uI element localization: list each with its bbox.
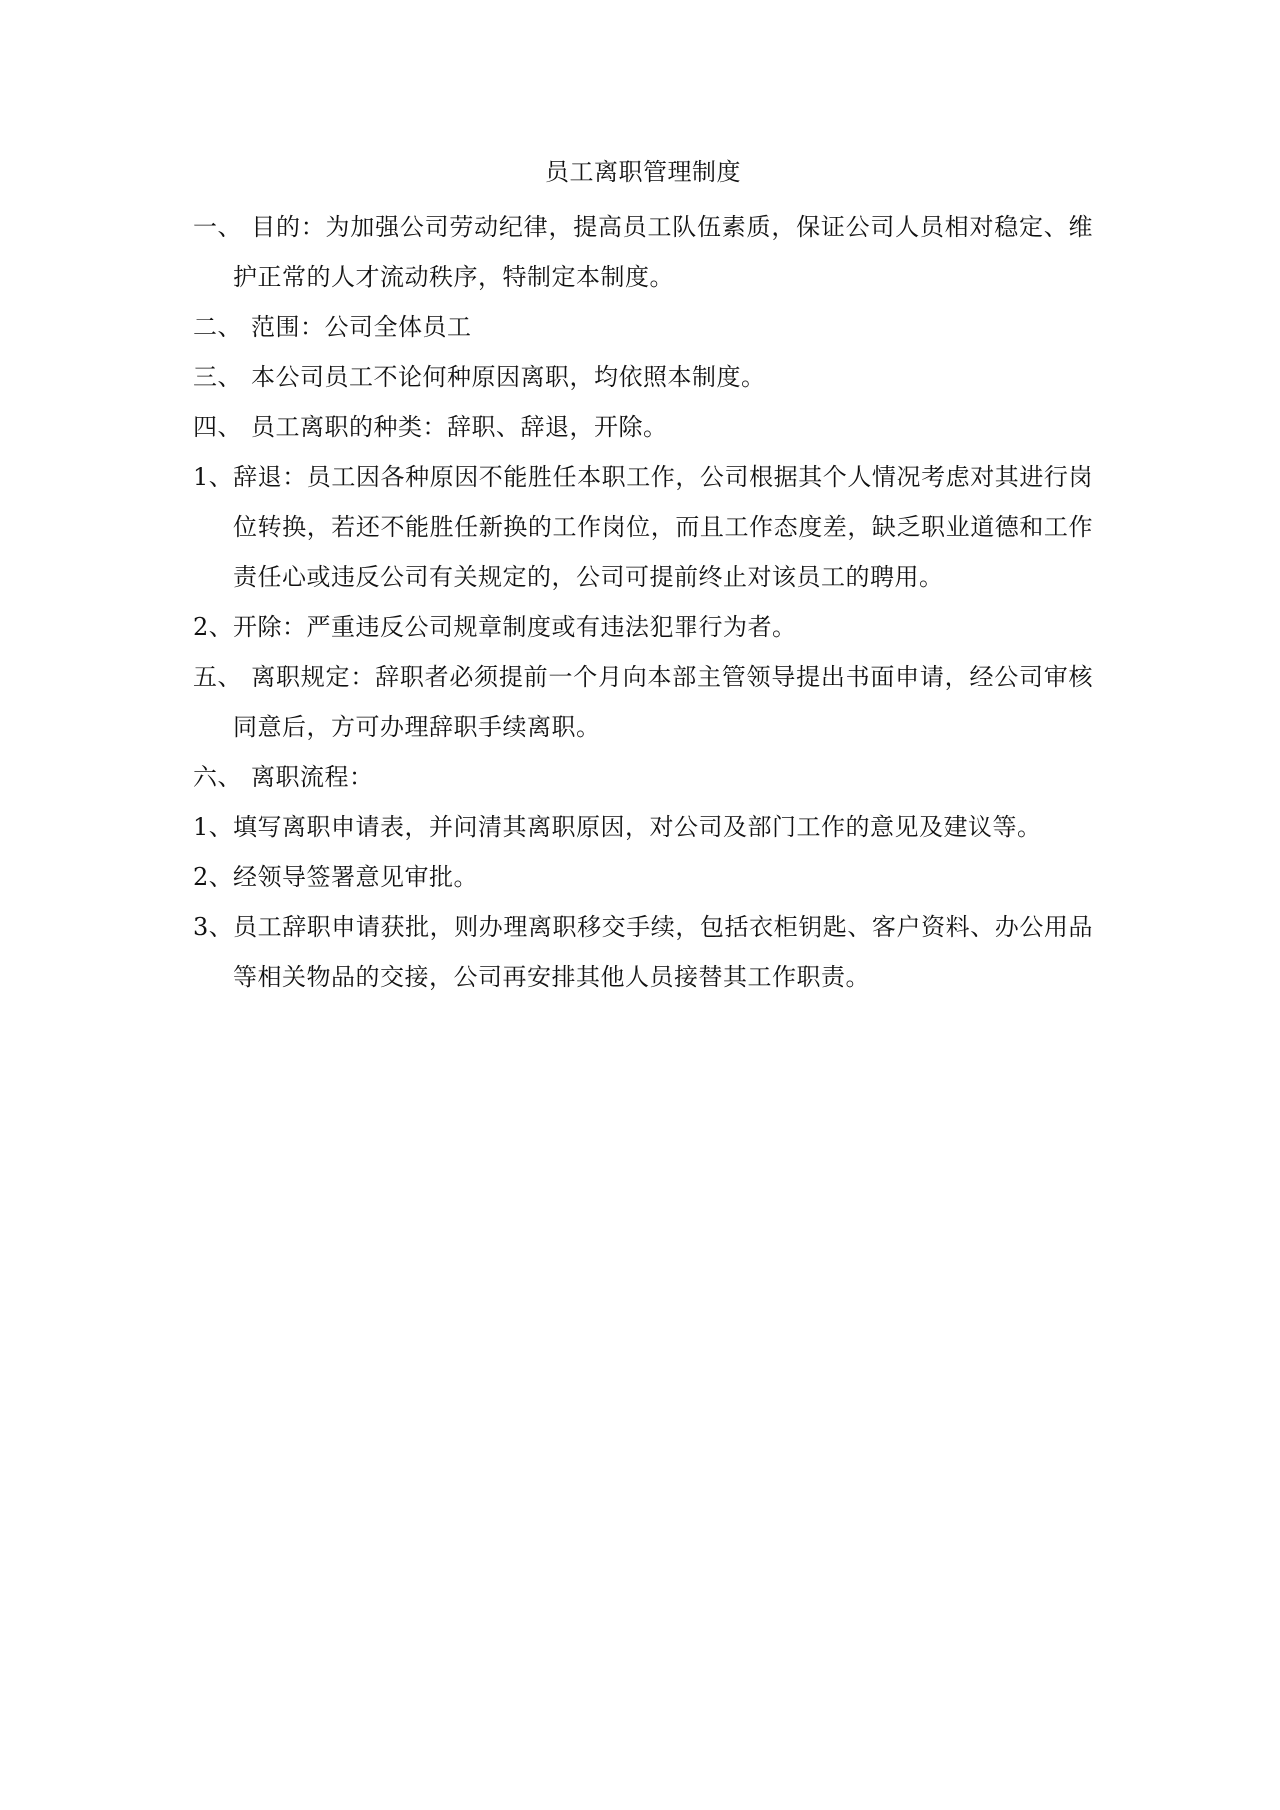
- process-step-2: [193, 852, 1093, 902]
- section-applicability: [193, 352, 1093, 402]
- subsection-number: 1、: [193, 813, 234, 841]
- process-step-1: [193, 802, 1093, 852]
- section-number: 四、: [193, 413, 242, 441]
- section-number: 三、: [193, 363, 242, 391]
- subsection-number: 3、: [193, 913, 234, 941]
- section-types: [193, 402, 1093, 452]
- subsection-expulsion: [193, 602, 1093, 652]
- subsection-text: 开除：严重违反公司规章制度或有违法犯罪行为者。: [233, 613, 797, 641]
- section-text: 目的：为加强公司劳动纪律，提高员工队伍素质，保证公司人员相对稳定、维护正常的人才流动秩序，特制定本制度。: [233, 213, 1093, 291]
- subsection-text: 员工辞职申请获批，则办理离职移交手续，包括衣柜钥匙、客户资料、办公用品等相关物品的交接，公司再安排其他人员接替其工作职责。: [233, 913, 1093, 991]
- subsection-number: 1、: [193, 463, 234, 491]
- section-text: 本公司员工不论何种原因离职，均依照本制度。: [251, 363, 766, 391]
- section-number: 一、: [193, 213, 242, 241]
- subsection-text: 填写离职申请表，并问清其离职原因，对公司及部门工作的意见及建议等。: [233, 813, 1042, 841]
- section-text: 离职流程：: [251, 763, 374, 791]
- document-body: [193, 152, 1093, 1002]
- process-step-3: [193, 902, 1093, 1002]
- section-number: 五、: [193, 663, 242, 691]
- section-number: 二、: [193, 313, 242, 341]
- section-number: 六、: [193, 763, 242, 791]
- section-text: 员工离职的种类：辞职、辞退，开除。: [251, 413, 668, 441]
- document-title: 员工离职管理制度: [545, 158, 741, 186]
- subsection-number: 2、: [193, 613, 234, 641]
- subsection-dismissal: [193, 452, 1093, 602]
- subsection-text: 经领导签署意见审批。: [233, 863, 478, 891]
- subsection-text: 辞退：员工因各种原因不能胜任本职工作，公司根据其个人情况考虑对其进行岗位转换，若还不能胜任新换的工作岗位，而且工作态度差，缺乏职业道德和工作责任心或违反公司有关规定的，公司可提前终止对该员工的聘用。: [233, 463, 1093, 591]
- section-purpose: [193, 202, 1093, 302]
- section-text: 离职规定：辞职者必须提前一个月向本部主管领导提出书面申请，经公司审核同意后，方可办理辞职手续离职。: [233, 663, 1093, 741]
- subsection-number: 2、: [193, 863, 234, 891]
- section-process: [193, 752, 1093, 802]
- section-text: 范围：公司全体员工: [251, 313, 472, 341]
- section-scope: [193, 302, 1093, 352]
- section-rules: [193, 652, 1093, 752]
